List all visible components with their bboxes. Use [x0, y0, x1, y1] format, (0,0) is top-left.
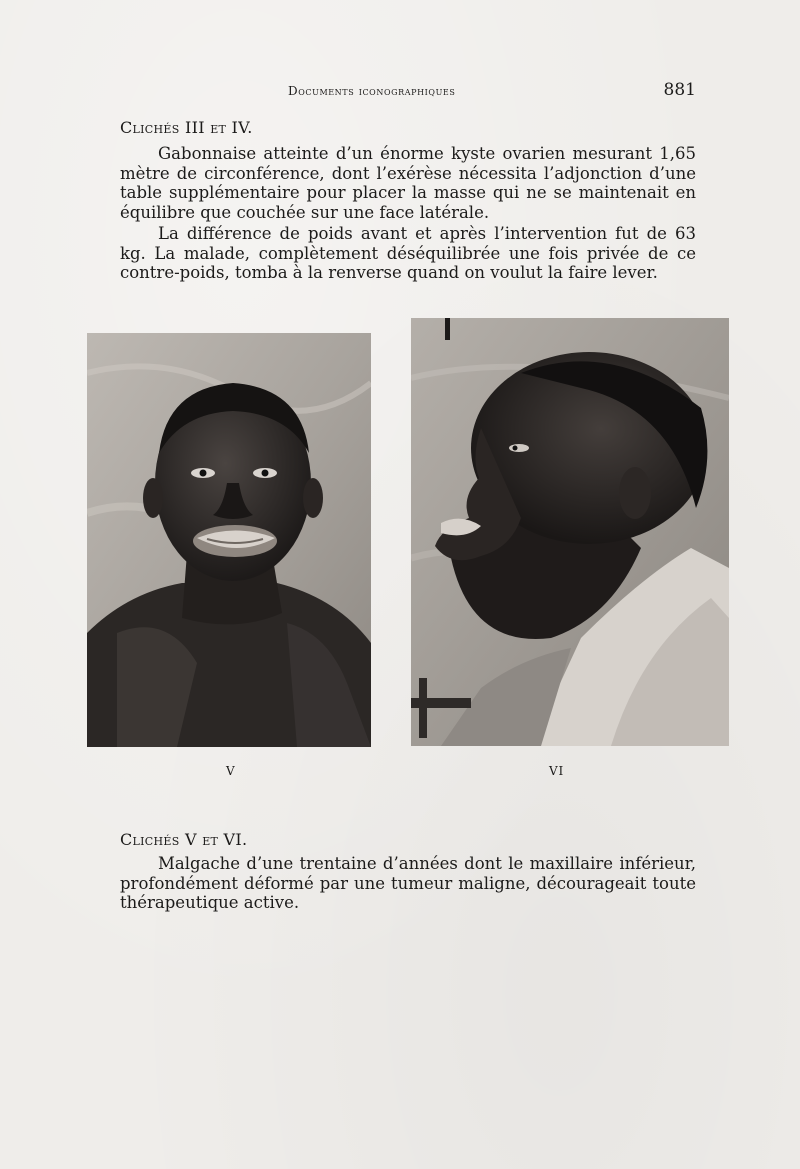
figure-vi-photo — [411, 318, 729, 746]
paragraph-kyste-description: Gabonnaise atteinte d’un énorme kyste ovarien mesurant 1,65 mètre de circonférence, dont l’exérèse nécessita l’adjonction d’une table supplémentaire pour placer la masse qui ne se maintenait en équilibre que couchée sur une face latérale. — [120, 144, 696, 222]
portrait-profile-photo-icon — [411, 318, 729, 746]
running-head — [120, 82, 696, 102]
figure-v-caption: V — [226, 764, 236, 778]
page-number: 881 — [663, 80, 696, 100]
paragraph-poids-difference: La différence de poids avant et après l’intervention fut de 63 kg. La malade, complètement déséquilibrée une fois privée de ce contre-poids, tomba à la renverse quand on voulut la faire lever. — [120, 224, 696, 282]
figure-v-photo — [87, 333, 371, 747]
section-heading-cliches-5-6: Clichés V et VI. — [120, 830, 248, 849]
paragraph-malgache-description: Malgache d’une trentaine d’années dont le maxillaire inférieur, profondément déformé par une tumeur maligne, décourageait toute thérapeutique active. — [120, 854, 696, 912]
section-heading-cliches-3-4: Clichés III et IV. — [120, 118, 253, 137]
running-title: Documents iconographiques — [288, 84, 456, 98]
figure-vi-caption: VI — [549, 764, 565, 778]
portrait-front-photo-icon — [87, 333, 371, 747]
